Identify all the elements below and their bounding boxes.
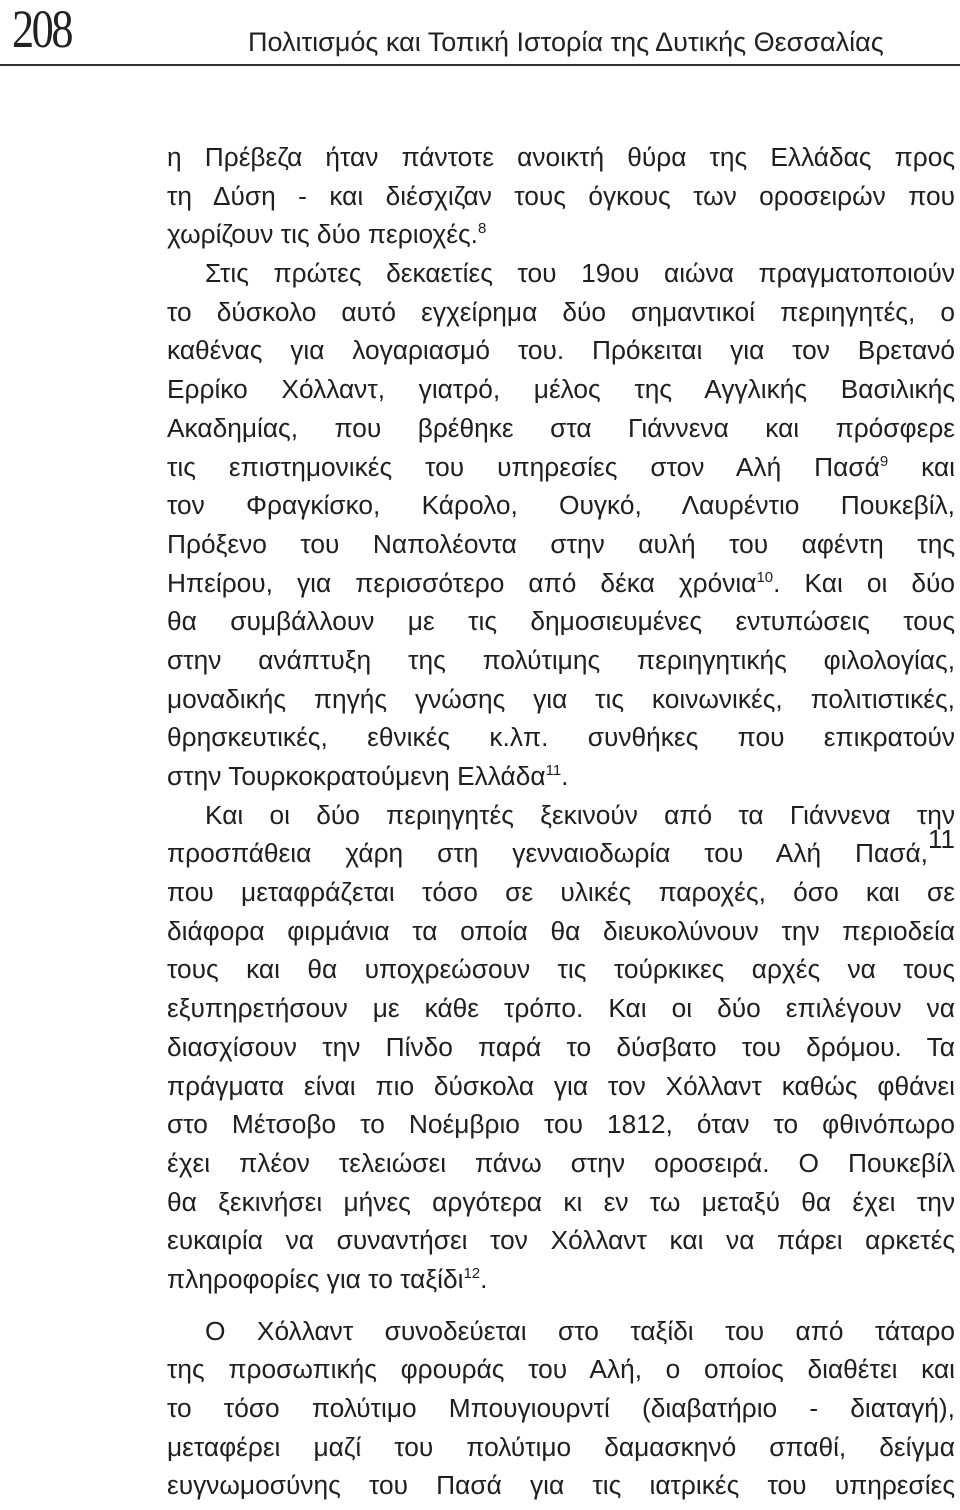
text-line: στην Τουρκοκρατούμενη Ελλάδα$^{11}$.	[167, 761, 569, 791]
text-line: τους και θα υποχρεώσουν τις τούρκικες αρχές να τους	[167, 954, 955, 985]
text-line: μεταφέρει μαζί του πολύτιμο δαμασκηνό σπαθί, δείγμα	[167, 1431, 955, 1462]
header-rule	[0, 64, 960, 66]
text-line: τον Φραγκίσκο, Κάρολο, Ουγκό, Λαυρέντιο Πουκεβίλ,	[167, 490, 955, 521]
text-line: στο Μέτσοβο το Νοέμβριο του 1812, όταν το φθινόπωρο	[167, 1109, 955, 1140]
text-line: Ο Χόλλαντ συνοδεύεται στο ταξίδι του από τάταρο	[205, 1315, 955, 1346]
body-text	[167, 138, 955, 1505]
text-line: η Πρέβεζα ήταν πάντοτε ανοικτή θύρα της Ελλάδας προς	[167, 142, 955, 172]
page-number: 208	[12, 0, 72, 59]
text-line: θα συμβάλλουν με τις δημοσιευμένες εντυπώσεις τους	[167, 606, 955, 637]
text-line: θα ξεκινήσει μήνες αργότερα κι εν τω μεταξύ θα έχει την	[167, 1186, 955, 1217]
text-line: που μεταφράζεται τόσο σε υλικές παροχές, όσο και σε	[167, 877, 955, 908]
text-line: ευκαιρία να συναντήσει τον Χόλλαντ και να πάρει αρκετές	[167, 1225, 955, 1256]
text-line: πληροφορίες για το ταξίδι$^{12}$.	[167, 1263, 488, 1294]
text-line: ευγνωμοσύνης του Πασά για τις ιατρικές του υπηρεσίες	[167, 1470, 955, 1501]
text-line: πράγματα είναι πιο δύσκολα για τον Χόλλαντ καθώς φθάνει	[167, 1070, 955, 1101]
text-line: Ερρίκο Χόλλαντ, γιατρό, μέλος της Αγγλικής Βασιλικής	[167, 374, 955, 405]
text-line: διάφορα φιρμάνια τα οποία θα διευκολύνουν την περιοδεία	[167, 915, 955, 946]
text-line: καθένας για λογαριασμό του. Πρόκειται για τον Βρετανό	[167, 335, 955, 366]
footnote-marker: 10	[756, 568, 774, 586]
text-line: εξυπηρετήσουν με κάθε τρόπο. Και οι δύο επιλέγουν να	[167, 993, 955, 1024]
running-title: Πολιτισμός και Τοπική Ιστορία της Δυτικής Θεσσαλίας	[248, 27, 884, 57]
text-line: το τόσο πολύτιμο Μπουγιουρντί (διαβατήριο - διαταγή),	[167, 1393, 955, 1423]
text-line: τη Δύση - και διέσχιζαν τους όγκους των οροσειρών που	[167, 180, 955, 211]
footnote-marker: 8	[477, 220, 487, 238]
text-line: στην ανάπτυξη της πολύτιμης περιηγητικής φιλολογίας,	[167, 644, 955, 675]
text-line: μοναδικής πηγής γνώσης για τις κοινωνικές, πολιτιστικές,	[167, 683, 955, 714]
text-line: διασχίσουν την Πίνδο παρά το δύσβατο του δρόμου. Τα	[167, 1031, 955, 1062]
text-line: έχει πλέον τελειώσει πάνω στην οροσειρά. Ο Πουκεβίλ	[167, 1147, 955, 1178]
paragraph-gap	[167, 1299, 955, 1312]
text-line: Και οι δύο περιηγητές ξεκινούν από τα Γιάννενα την	[205, 799, 955, 830]
text-line: το δύσκολο αυτό εγχείρημα δύο σημαντικοί περιηγητές, ο	[167, 296, 955, 327]
page-header	[0, 0, 960, 66]
text-line: θρησκευτικές, εθνικές κ.λπ. συνθήκες που επικρατούν	[167, 722, 955, 753]
text-line: Πρόξενο του Ναπολέοντα στην αυλή του αφέντη της	[167, 528, 955, 559]
text-line: της προσωπικής φρουράς του Αλή, ο οποίος διαθέτει και	[167, 1354, 955, 1385]
footnote-marker: 9	[879, 452, 889, 470]
footnote-marker: 12	[463, 1264, 481, 1282]
footnote-marker: 11	[545, 762, 562, 779]
text-line: τις επιστημονικές του υπηρεσίες στον Αλή Πασά$^9$ και	[167, 451, 955, 482]
text-line: Στις πρώτες δεκαετίες του 19ου αιώνα πραγματοποιούν	[205, 258, 955, 289]
text-line: Ακαδημίας, που βρέθηκε στα Γιάννενα και πρόσφερε	[167, 412, 955, 443]
text-line: χωρίζουν τις δύο περιοχές.$^8$	[167, 219, 487, 250]
text-line: Ηπείρου, για περισσότερο από δέκα χρόνια$^{10}$. Και οι δύο	[167, 567, 956, 598]
text-line: προσπάθεια χάρη στη γενναιοδωρία του Αλή Πασά,$^{11}$	[167, 824, 955, 869]
footnote-marker: 11	[928, 824, 955, 855]
